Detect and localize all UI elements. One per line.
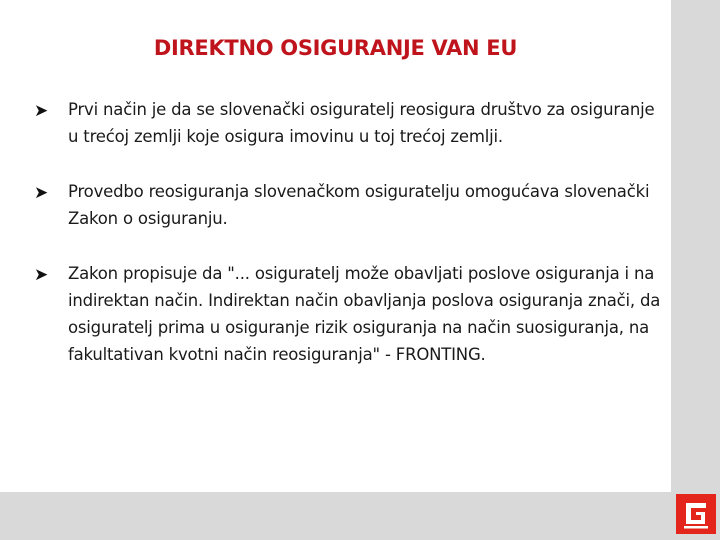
bullet-text: Zakon propisuje da "... osiguratelj može obavljati poslove osiguranja i na indirektan način. Indirektan način obavljanja poslova osiguranja znači, da osiguratelj prima u osiguranje rizik osiguranja na način suosiguranja, na fakultativan kvotni način reosiguranja" - FRONTING. bbox=[68, 264, 661, 364]
bullet-item bbox=[34, 178, 664, 232]
bottom-frame-bar bbox=[0, 492, 720, 540]
right-frame-bar bbox=[671, 0, 720, 540]
slide-title: DIREKTNO OSIGURANJE VAN EU bbox=[153, 36, 518, 60]
bullet-text: Prvi način je da se slovenački osiguratelj reosigura društvo za osiguranje u trećoj zemlji koje osigura imovinu u toj trećoj zemlji. bbox=[68, 100, 655, 146]
bullet-item bbox=[34, 96, 664, 150]
company-logo-icon bbox=[676, 494, 716, 534]
bullet-list bbox=[34, 96, 664, 368]
arrowhead-bullet-icon: ➤ bbox=[34, 183, 49, 203]
bullet-item bbox=[34, 260, 664, 368]
bullet-text: Provedbo reosiguranja slovenačkom osiguratelju omogućava slovenački Zakon o osiguranju. bbox=[68, 182, 650, 228]
arrowhead-bullet-icon: ➤ bbox=[34, 101, 49, 121]
arrowhead-bullet-icon: ➤ bbox=[34, 265, 49, 285]
